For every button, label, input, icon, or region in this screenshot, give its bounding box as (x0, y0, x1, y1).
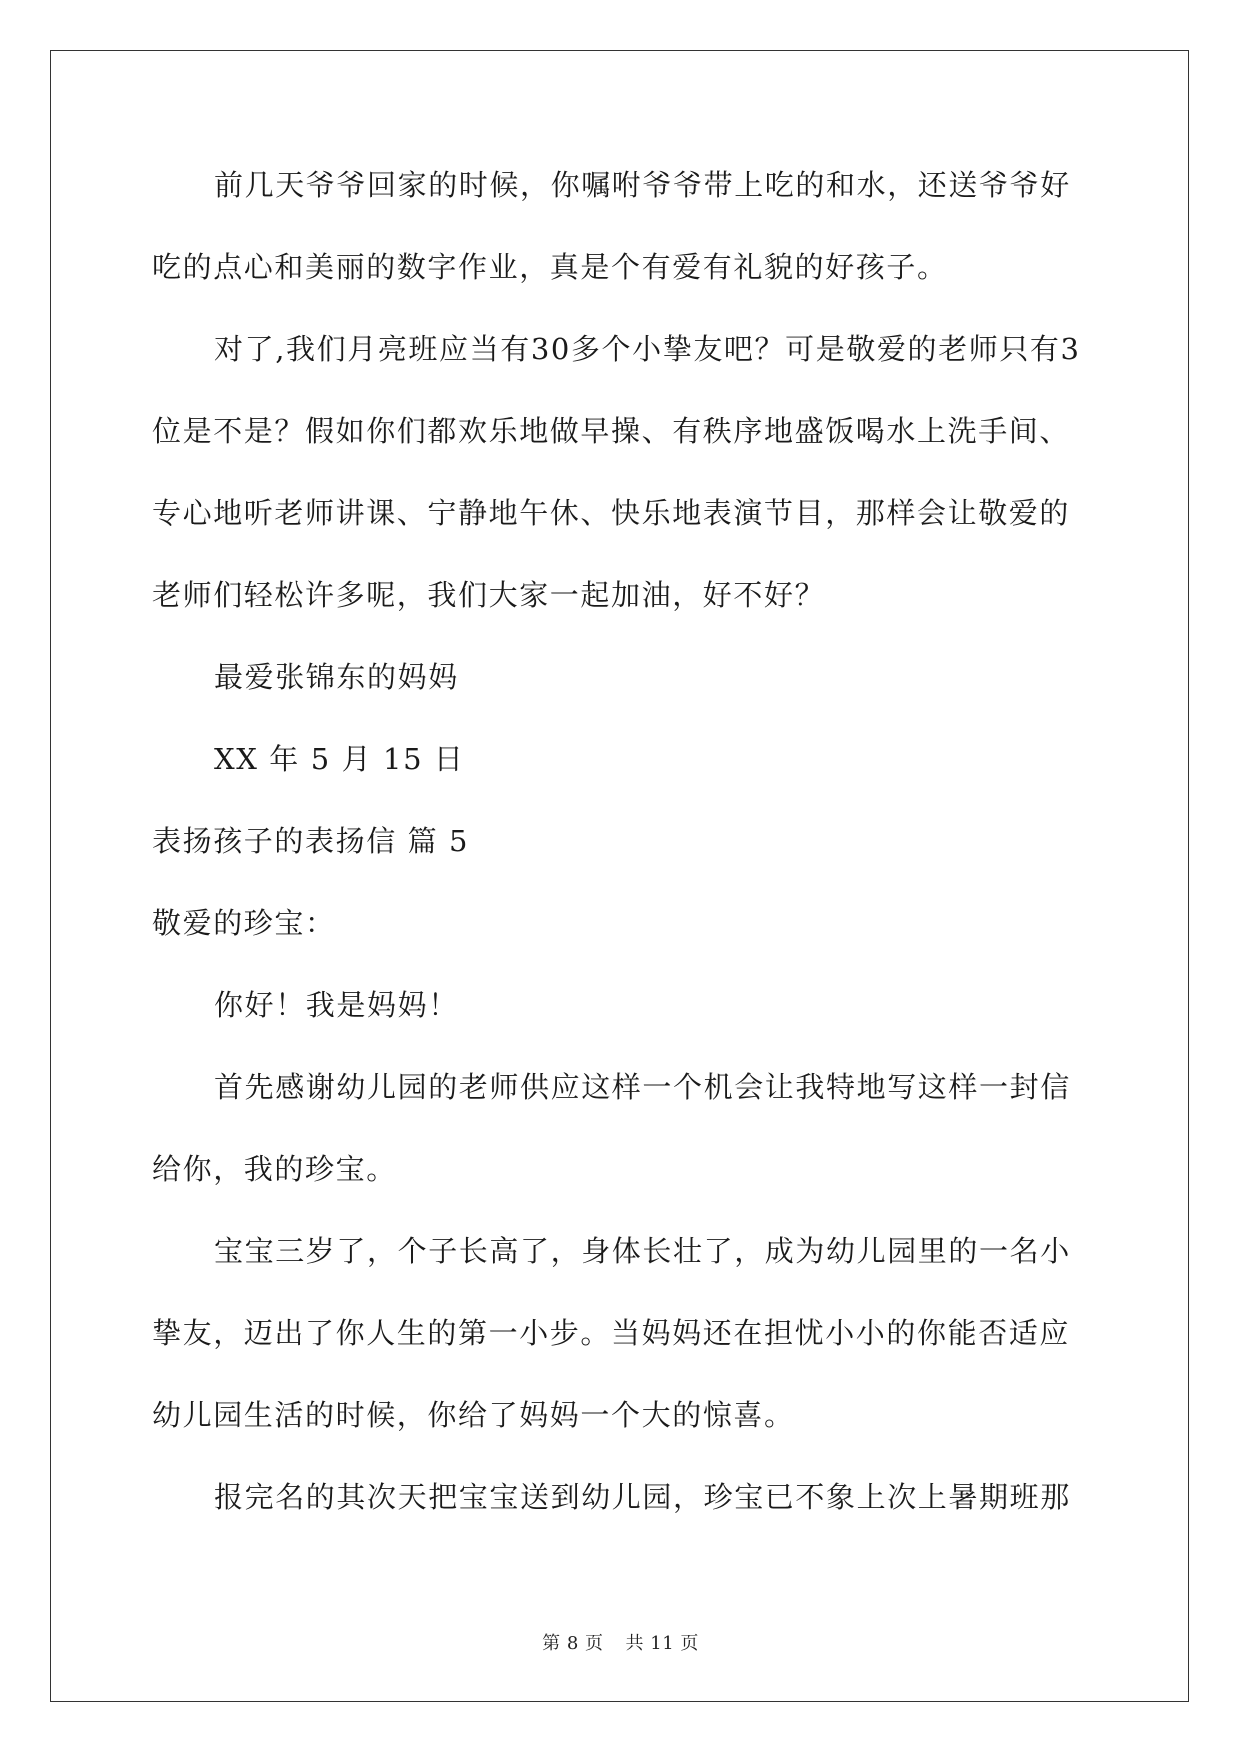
date-line: XX 年 5 月 15 日 (214, 742, 465, 776)
paragraph-line: 挚友，迈出了你人生的第一小步。当妈妈还在担忧小小的你能否适应 (152, 1316, 1071, 1350)
paragraph-line: 首先感谢幼儿园的老师供应这样一个机会让我特地写这样一封信 (214, 1070, 1071, 1104)
paragraph-line: 吃的点心和美丽的数字作业，真是个有爱有礼貌的好孩子。 (152, 250, 948, 284)
paragraph-line: 给你，我的珍宝。 (152, 1152, 397, 1186)
paragraph-line: 老师们轻松许多呢，我们大家一起加油，好不好？ (152, 578, 826, 612)
page-total: 共 11 页 (625, 1633, 699, 1654)
paragraph-line: 对了,我们月亮班应当有30多个小挚友吧？可是敬爱的老师只有3 (214, 332, 1081, 366)
page-footer (0, 1629, 1241, 1655)
paragraph-line: 位是不是？假如你们都欢乐地做早操、有秩序地盛饭喝水上洗手间、 (152, 414, 1071, 448)
salutation-line: 敬爱的珍宝： (152, 906, 336, 940)
paragraph-line: 前几天爷爷回家的时候，你嘱咐爷爷带上吃的和水，还送爷爷好 (214, 168, 1071, 202)
paragraph-line: 宝宝三岁了，个子长高了，身体长壮了，成为幼儿园里的一名小 (214, 1234, 1071, 1268)
signature-line: 最爱张锦东的妈妈 (214, 660, 459, 694)
document-body (152, 160, 1092, 1554)
paragraph-line: 报完名的其次天把宝宝送到幼儿园，珍宝已不象上次上暑期班那 (214, 1480, 1071, 1514)
paragraph-line: 专心地听老师讲课、宁静地午休、快乐地表演节目，那样会让敬爱的 (152, 496, 1071, 530)
page-number: 第 8 页 (542, 1633, 604, 1654)
section-heading: 表扬孩子的表扬信 篇 5 (152, 824, 470, 858)
greeting-line: 你好！我是妈妈！ (214, 988, 459, 1022)
paragraph-line: 幼儿园生活的时候，你给了妈妈一个大的惊喜。 (152, 1398, 795, 1432)
